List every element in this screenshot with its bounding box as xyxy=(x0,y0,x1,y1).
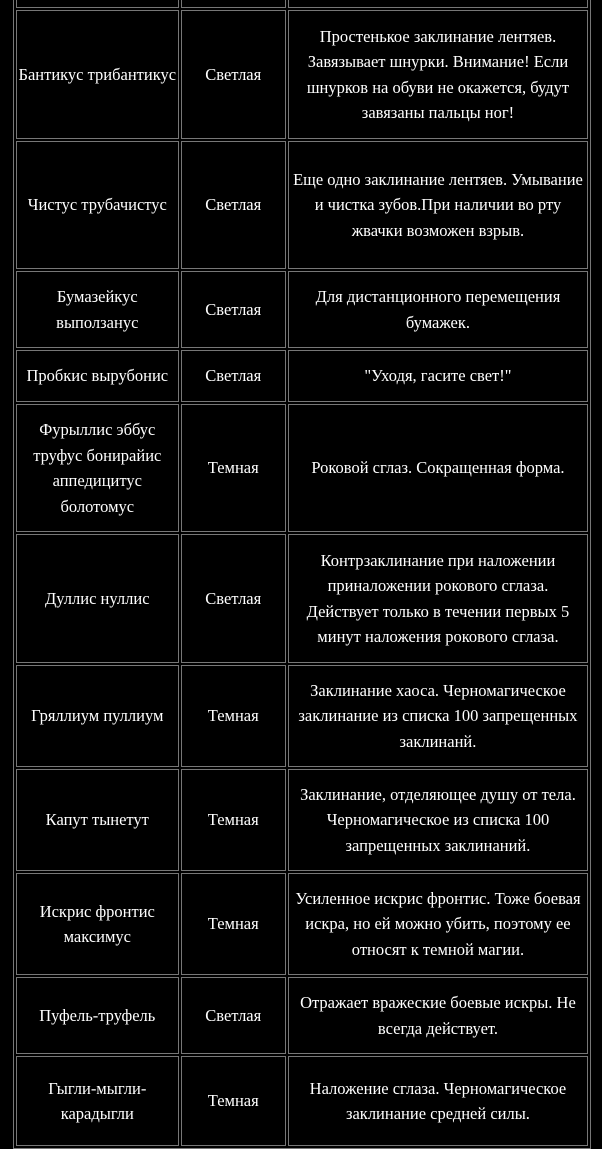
spell-side-cell: Темная xyxy=(181,1056,286,1146)
table-row xyxy=(16,769,588,871)
spell-description-cell: Заклинание, отделяющее душу от тела. Черномагическое из списка 100 запрещенных заклинаний. xyxy=(288,769,588,871)
spell-name-cell xyxy=(16,0,179,8)
spell-description-cell: Еще одно заклинание лентяев. Умывание и чистка зубов.При наличии во рту жвачки возможен взрыв. xyxy=(288,141,588,269)
spell-description-cell: Для дистанционного перемещения бумажек. xyxy=(288,271,588,348)
spell-name-cell: Гряллиум пуллиум xyxy=(16,665,179,767)
table-row xyxy=(16,665,588,767)
table-row xyxy=(16,141,588,269)
spell-name-cell: Бантикус трибантикус xyxy=(16,10,179,139)
spell-description-cell: "Уходя, гасите свет!" xyxy=(288,350,588,402)
spell-side-cell: Светлая xyxy=(181,10,286,139)
spell-side-cell: Светлая xyxy=(181,977,286,1054)
table-row xyxy=(16,1056,588,1146)
spell-name-cell: Искрис фронтис максимус xyxy=(16,873,179,975)
table-row xyxy=(16,0,588,8)
spell-name-cell: Гыгли-мыгли-карадыгли xyxy=(16,1056,179,1146)
spell-description-cell: Отражает вражеские боевые искры. Не всегда действует. xyxy=(288,977,588,1054)
spell-description-cell xyxy=(288,0,588,8)
spell-name-cell: Дуллис нуллис xyxy=(16,534,179,663)
spell-description-cell: Простенькое заклинание лентяев. Завязывает шнурки. Внимание! Если шнурков на обуви не окажется, будут завязаны пальцы ног! xyxy=(288,10,588,139)
spell-description-cell: Наложение сглаза. Черномагическое заклинание средней силы. xyxy=(288,1056,588,1146)
spell-side-cell: Светлая xyxy=(181,350,286,402)
spell-side-cell: Темная xyxy=(181,873,286,975)
table-row xyxy=(16,271,588,348)
spell-side-cell: Светлая xyxy=(181,534,286,663)
spell-side-cell: Темная xyxy=(181,665,286,767)
spell-description-cell: Роковой сглаз. Сокращенная форма. xyxy=(288,404,588,532)
table-row xyxy=(16,404,588,532)
spell-side-cell: Темная xyxy=(181,769,286,871)
spells-table-body xyxy=(16,0,588,1146)
spell-name-cell: Фурыллис эббус труфус бонирайис аппедицитус болотомус xyxy=(16,404,179,532)
table-row xyxy=(16,350,588,402)
spell-name-cell: Капут тынетут xyxy=(16,769,179,871)
spell-description-cell: Усиленное искрис фронтис. Тоже боевая искра, но ей можно убить, поэтому ее относят к темной магии. xyxy=(288,873,588,975)
spell-side-cell: Светлая xyxy=(181,271,286,348)
table-row xyxy=(16,10,588,139)
spell-side-cell: Темная xyxy=(181,404,286,532)
table-row xyxy=(16,873,588,975)
spell-side-cell: Светлая xyxy=(181,141,286,269)
spell-name-cell: Бумазейкус выползанус xyxy=(16,271,179,348)
spells-table xyxy=(13,0,591,1149)
spell-description-cell: Контрзаклинание при наложении приналожении рокового сглаза. Действует только в течении первых 5 минут наложения рокового сглаза. xyxy=(288,534,588,663)
table-row xyxy=(16,977,588,1054)
spell-description-cell: Заклинание хаоса. Черномагическое заклинание из списка 100 запрещенных заклинанй. xyxy=(288,665,588,767)
spell-name-cell: Чистус трубачистус xyxy=(16,141,179,269)
spell-name-cell: Пуфель-труфель xyxy=(16,977,179,1054)
spell-name-cell: Пробкис вырубонис xyxy=(16,350,179,402)
spell-side-cell xyxy=(181,0,286,8)
table-row xyxy=(16,534,588,663)
